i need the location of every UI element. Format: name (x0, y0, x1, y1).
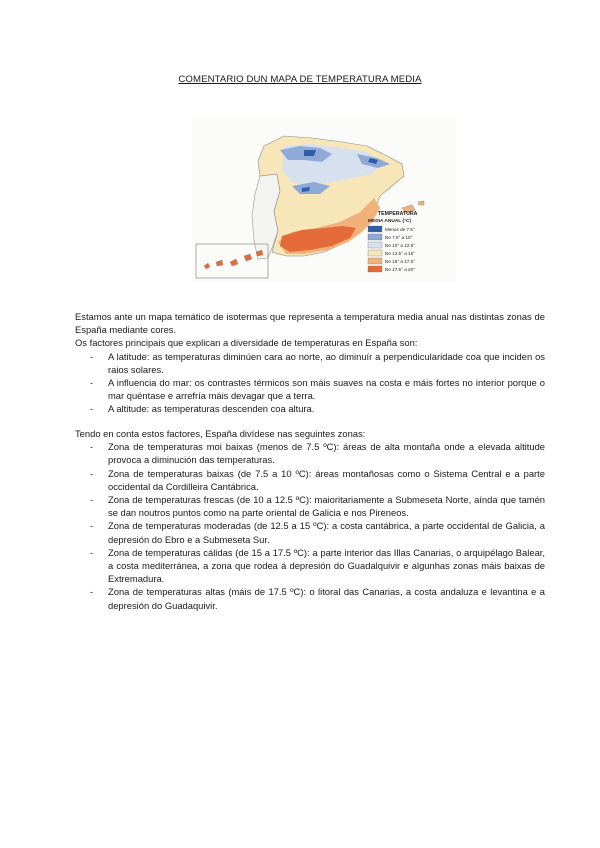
legend-items (368, 226, 415, 272)
legend-label-4: De 12.5° a 15° (385, 251, 415, 256)
section-intro (75, 310, 545, 416)
document-title: COMENTARIO DUN MAPA DE TEMPERATURA MEDIA (178, 74, 422, 85)
legend-swatch-2 (368, 234, 382, 240)
canary-islands (204, 250, 263, 269)
list-item: - Zona de temperaturas frescas (de 10 a 12.5 ºC): maioritariamente a Submeseta Norte, aínda que tamén se dan noutros puntos como na parte oriental de Galicia e nos Pireneos. (75, 493, 545, 519)
factors-intro: Os factores principais que explican a diversidade de temperaturas en España son: (75, 337, 418, 349)
list-item: - Zona de temperaturas baixas (de 7.5 a 10 ºC): áreas montañosas como o Sistema Central e a parte occidental da Cordilleira Cantábrica. (75, 467, 545, 493)
map-zone-very-cold (304, 150, 316, 156)
intro-paragraph: Estamos ante un mapa temático de isotermas que representa a temperatura media anual nas distintas zonas de España mediante cores. (75, 311, 545, 336)
factors-list (75, 350, 545, 416)
list-item: - A latitude: as temperaturas diminúen cara ao norte, ao diminuír a perpendicularidade coa que inciden os raios solares. (75, 350, 545, 376)
temperature-map (192, 116, 456, 282)
temperature-map-figure (192, 116, 456, 282)
legend-swatch-1 (368, 226, 382, 232)
list-item: - Zona de temperaturas moderadas (de 12.5 a 15 ºC): a costa cantábrica, a parte occidental de Galicia, a depresión do Ebro e a Submeseta Sur. (75, 519, 545, 545)
list-item: - Zona de temperaturas cálidas (de 15 a 17.5 ºC): a parte interior das Illas Canarias, o arquipélago Balear, a costa mediterránea, a zona que rodea á depresión do Guadalquivir e algunhas zonas máis baixas de Extremadura. (75, 546, 545, 586)
legend-label-2: De 7.5° a 10° (385, 235, 413, 240)
legend-label-6: De 17.5° a 20° (385, 267, 415, 272)
zones-intro: Tendo en conta estos factores, España divídese nas seguintes zonas: (75, 428, 366, 439)
legend-label-1: Menos de 7.5° (385, 227, 415, 232)
list-item: - Zona de temperaturas altas (máis de 17.5 ºC): o litoral das Canarias, a costa andaluza e levantina e a depresión do Guadaquivir. (75, 585, 545, 611)
legend-title-1: TEMPERATURA (378, 211, 418, 217)
section-zones (75, 427, 545, 612)
legend-swatch-4 (368, 250, 382, 256)
legend-swatch-6 (368, 266, 382, 272)
legend-swatch-3 (368, 242, 382, 248)
legend-title-2: MEDIA ANUAL (°C) (368, 219, 412, 224)
legend-swatch-5 (368, 258, 382, 264)
zones-list (75, 440, 545, 612)
legend-label-5: De 15° a 17.5° (385, 259, 415, 264)
legend-label-3: De 10° a 12.5° (385, 243, 415, 248)
list-item: - Zona de temperaturas moi baixas (menos de 7.5 ºC): áreas de alta montaña onde a elevada altitude provoca a diminución das temperaturas. (75, 440, 545, 466)
list-item: - A influencia do mar: os contrastes térmicos son máis suaves na costa e máis fortes no interior porque o mar quéntase e arrefría máis devagar que a terra. (75, 376, 545, 402)
list-item: - A altitude: as temperaturas descenden coa altura. (75, 402, 545, 415)
